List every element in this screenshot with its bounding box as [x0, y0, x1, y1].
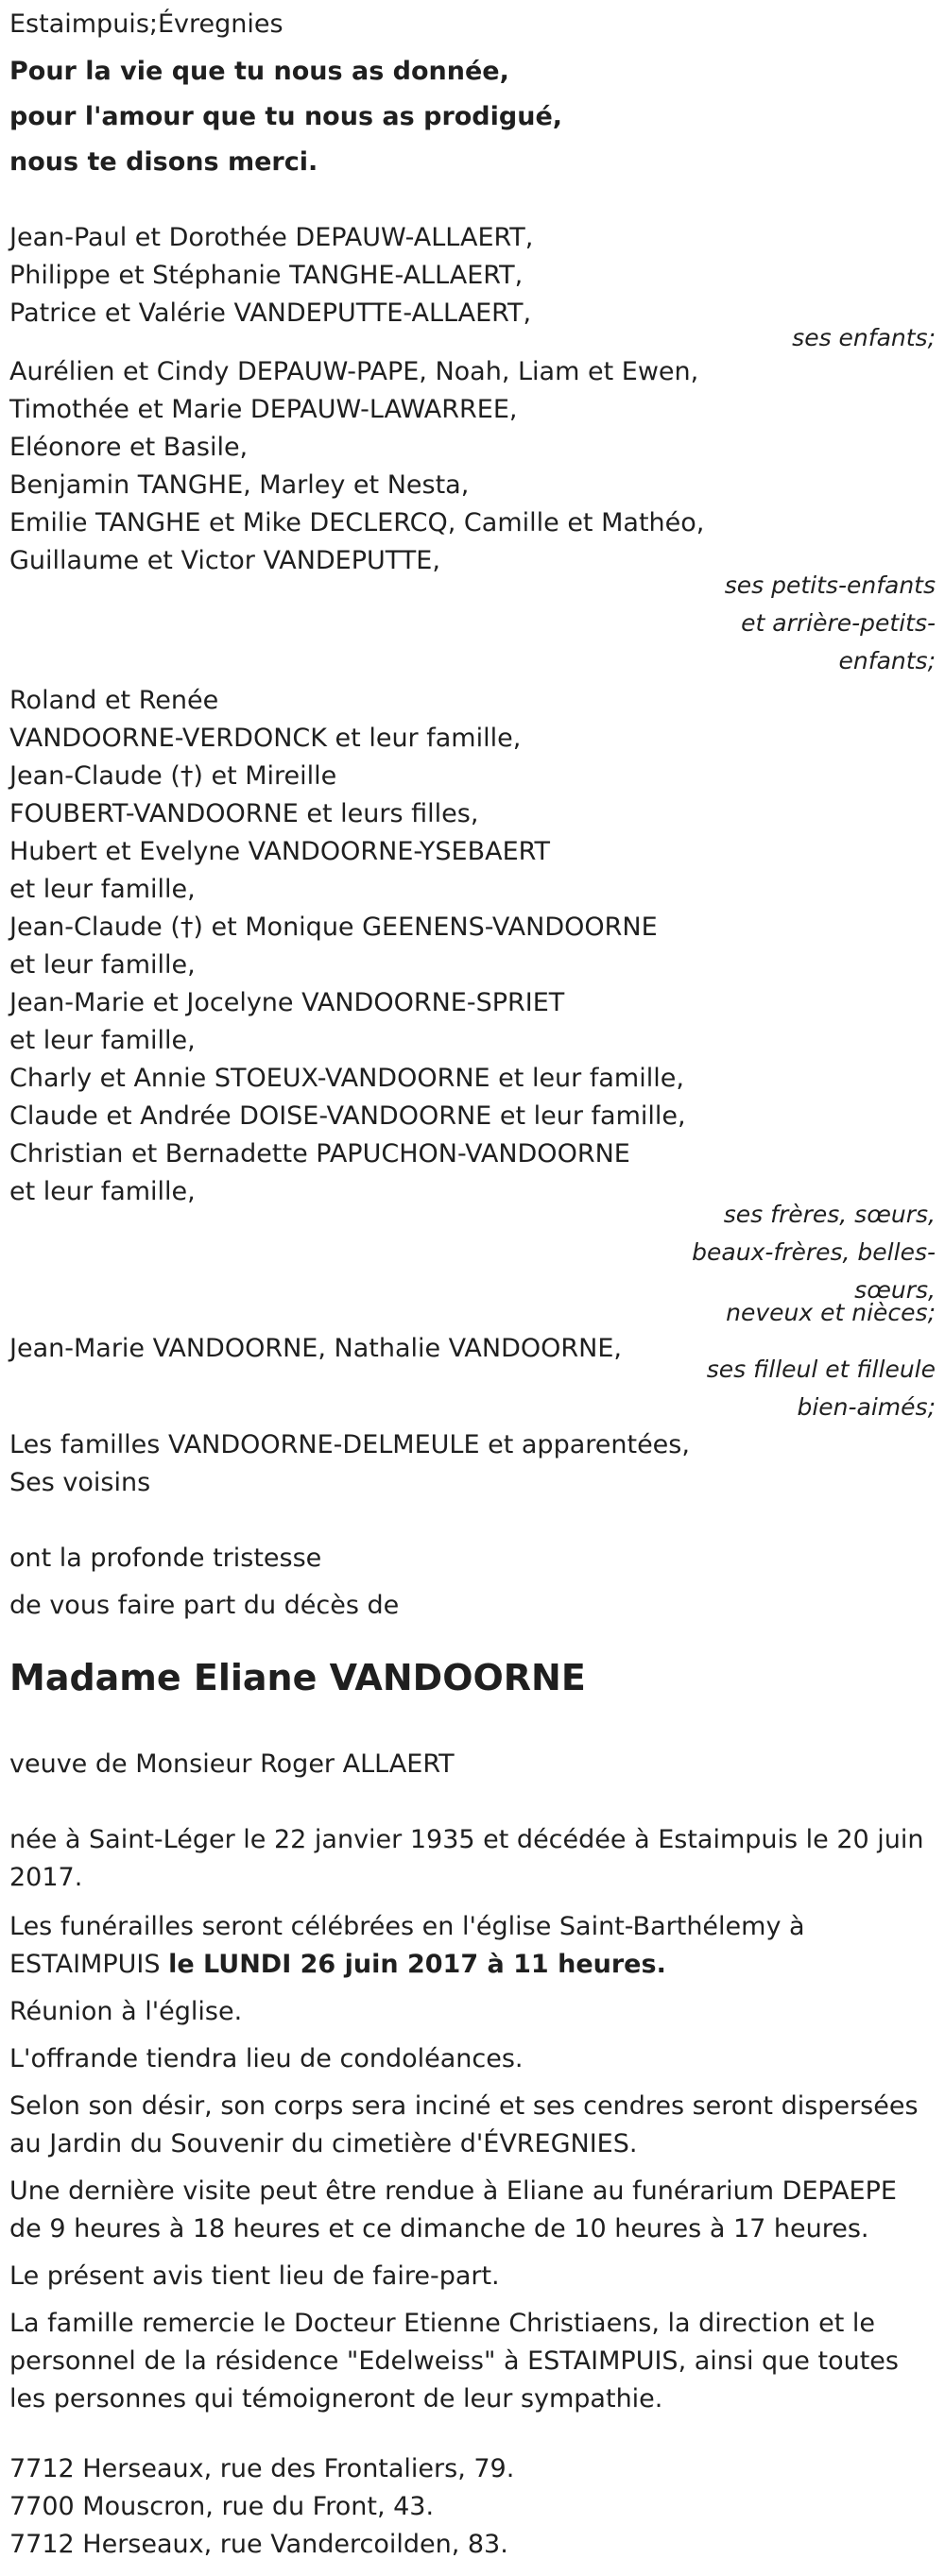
thanks-paragraph: La famille remercie le Docteur Etienne Christiaens, la direction et le personnel de la résidence "Edelweiss" à ESTAIMPUIS, ainsi que toutes les personnes qui témoigneront de leur sympathie.: [9, 2309, 899, 2414]
sibling-line: Hubert et Evelyne VANDOORNE-YSEBAERT: [9, 837, 550, 866]
godchildren-role-2: bien-aimés;: [797, 1393, 936, 1421]
sibling-line: et leur famille,: [9, 875, 196, 904]
funeral-text: Les funérailles seront célébrées en l'église Saint-Barthélemy à ESTAIMPUIS: [9, 1912, 805, 1979]
sibling-line: Charly et Annie STOEUX-VANDOORNE et leur famille,: [9, 1064, 684, 1093]
grandchild-name: Guillaume et Victor VANDEPUTTE,: [9, 546, 440, 575]
reunion-paragraph: Réunion à l'église.: [9, 1997, 243, 2026]
child-name: Philippe et Stéphanie TANGHE-ALLAERT,: [9, 261, 524, 290]
child-name: Jean-Paul et Dorothée DEPAUW-ALLAERT,: [9, 223, 534, 252]
visit-paragraph: Une dernière visite peut être rendue à Eliane au funérarium DEPAEPE de 9 heures à 18 heures et ce dimanche de 10 heures à 17 heures.: [9, 2176, 897, 2243]
grandchild-name: Aurélien et Cindy DEPAUW-PAPE, Noah, Liam et Ewen,: [9, 357, 699, 386]
sibling-line: et leur famille,: [9, 1177, 196, 1206]
grandchild-name: Eléonore et Basile,: [9, 433, 249, 462]
birth-death-paragraph: née à Saint-Léger le 22 janvier 1935 et décédée à Estaimpuis le 20 juin 2017.: [9, 1825, 924, 1892]
location-header: Estaimpuis;Évregnies: [9, 9, 284, 39]
siblings-role-3: sœurs,: [854, 1276, 936, 1304]
siblings-role-2: beaux-frères, belles-: [692, 1238, 936, 1266]
address-line: 7712 Herseaux, rue Vandercoilden, 83.: [9, 2530, 508, 2559]
address-line: 7700 Mouscron, rue du Front, 43.: [9, 2492, 435, 2521]
grandchildren-role-2: et arrière-petits-: [741, 609, 936, 637]
grandchild-name: Emilie TANGHE et Mike DECLERCQ, Camille et Mathéo,: [9, 508, 705, 537]
notice-paragraph: Le présent avis tient lieu de faire-part.: [9, 2261, 500, 2291]
poem-line-3: nous te disons merci.: [9, 147, 318, 177]
other-family-line: Ses voisins: [9, 1468, 151, 1497]
funeral-paragraph: [9, 1908, 936, 1984]
sibling-line: et leur famille,: [9, 950, 196, 980]
grandchild-name: Benjamin TANGHE, Marley et Nesta,: [9, 470, 470, 500]
godchildren-names: Jean-Marie VANDOORNE, Nathalie VANDOORNE,: [9, 1334, 622, 1363]
address-line: 7712 Herseaux, rue des Frontaliers, 79.: [9, 2454, 515, 2483]
sibling-line: Claude et Andrée DOISE-VANDOORNE et leur famille,: [9, 1101, 686, 1131]
sibling-line: VANDOORNE-VERDONCK et leur famille,: [9, 724, 522, 753]
siblings-role-1: ses frères, sœurs,: [723, 1201, 936, 1228]
sibling-line: Christian et Bernadette PAPUCHON-VANDOORNE: [9, 1139, 630, 1169]
offering-paragraph: L'offrande tiendra lieu de condoléances.: [9, 2044, 524, 2073]
grandchild-name: Timothée et Marie DEPAUW-LAWARREE,: [9, 395, 518, 424]
child-name: Patrice et Valérie VANDEPUTTE-ALLAERT,: [9, 299, 532, 328]
sibling-line: Roland et Renée: [9, 686, 219, 715]
announcement-line-2: de vous faire part du décès de: [9, 1591, 400, 1620]
other-family-line: Les familles VANDOORNE-DELMEULE et apparentées,: [9, 1430, 690, 1459]
deceased-spouse: veuve de Monsieur Roger ALLAERT: [9, 1749, 455, 1779]
sibling-line: FOUBERT-VANDOORNE et leurs filles,: [9, 799, 479, 828]
children-role: ses enfants;: [792, 324, 936, 351]
sibling-line: et leur famille,: [9, 1026, 196, 1055]
sibling-line: Jean-Marie et Jocelyne VANDOORNE-SPRIET: [9, 988, 565, 1017]
announcement-line-1: ont la profonde tristesse: [9, 1544, 322, 1573]
siblings-role-4: neveux et nièces;: [726, 1299, 936, 1326]
sibling-line: Jean-Claude (†) et Monique GEENENS-VANDOORNE: [9, 913, 658, 942]
sibling-line: Jean-Claude (†) et Mireille: [9, 761, 337, 791]
cremation-paragraph: Selon son désir, son corps sera inciné et ses cendres seront dispersées au Jardin du Souvenir du cimetière d'ÉVREGNIES.: [9, 2091, 919, 2158]
funeral-date: le LUNDI 26 juin 2017 à 11 heures.: [168, 1950, 666, 1979]
grandchildren-role-3: enfants;: [838, 647, 936, 674]
deceased-name: Madame Eliane VANDOORNE: [9, 1657, 586, 1698]
poem-line-1: Pour la vie que tu nous as donnée,: [9, 57, 509, 86]
grandchildren-role-1: ses petits-enfants: [724, 571, 936, 599]
poem-line-2: pour l'amour que tu nous as prodigué,: [9, 102, 563, 131]
godchildren-role-1: ses filleul et filleule: [706, 1356, 936, 1383]
